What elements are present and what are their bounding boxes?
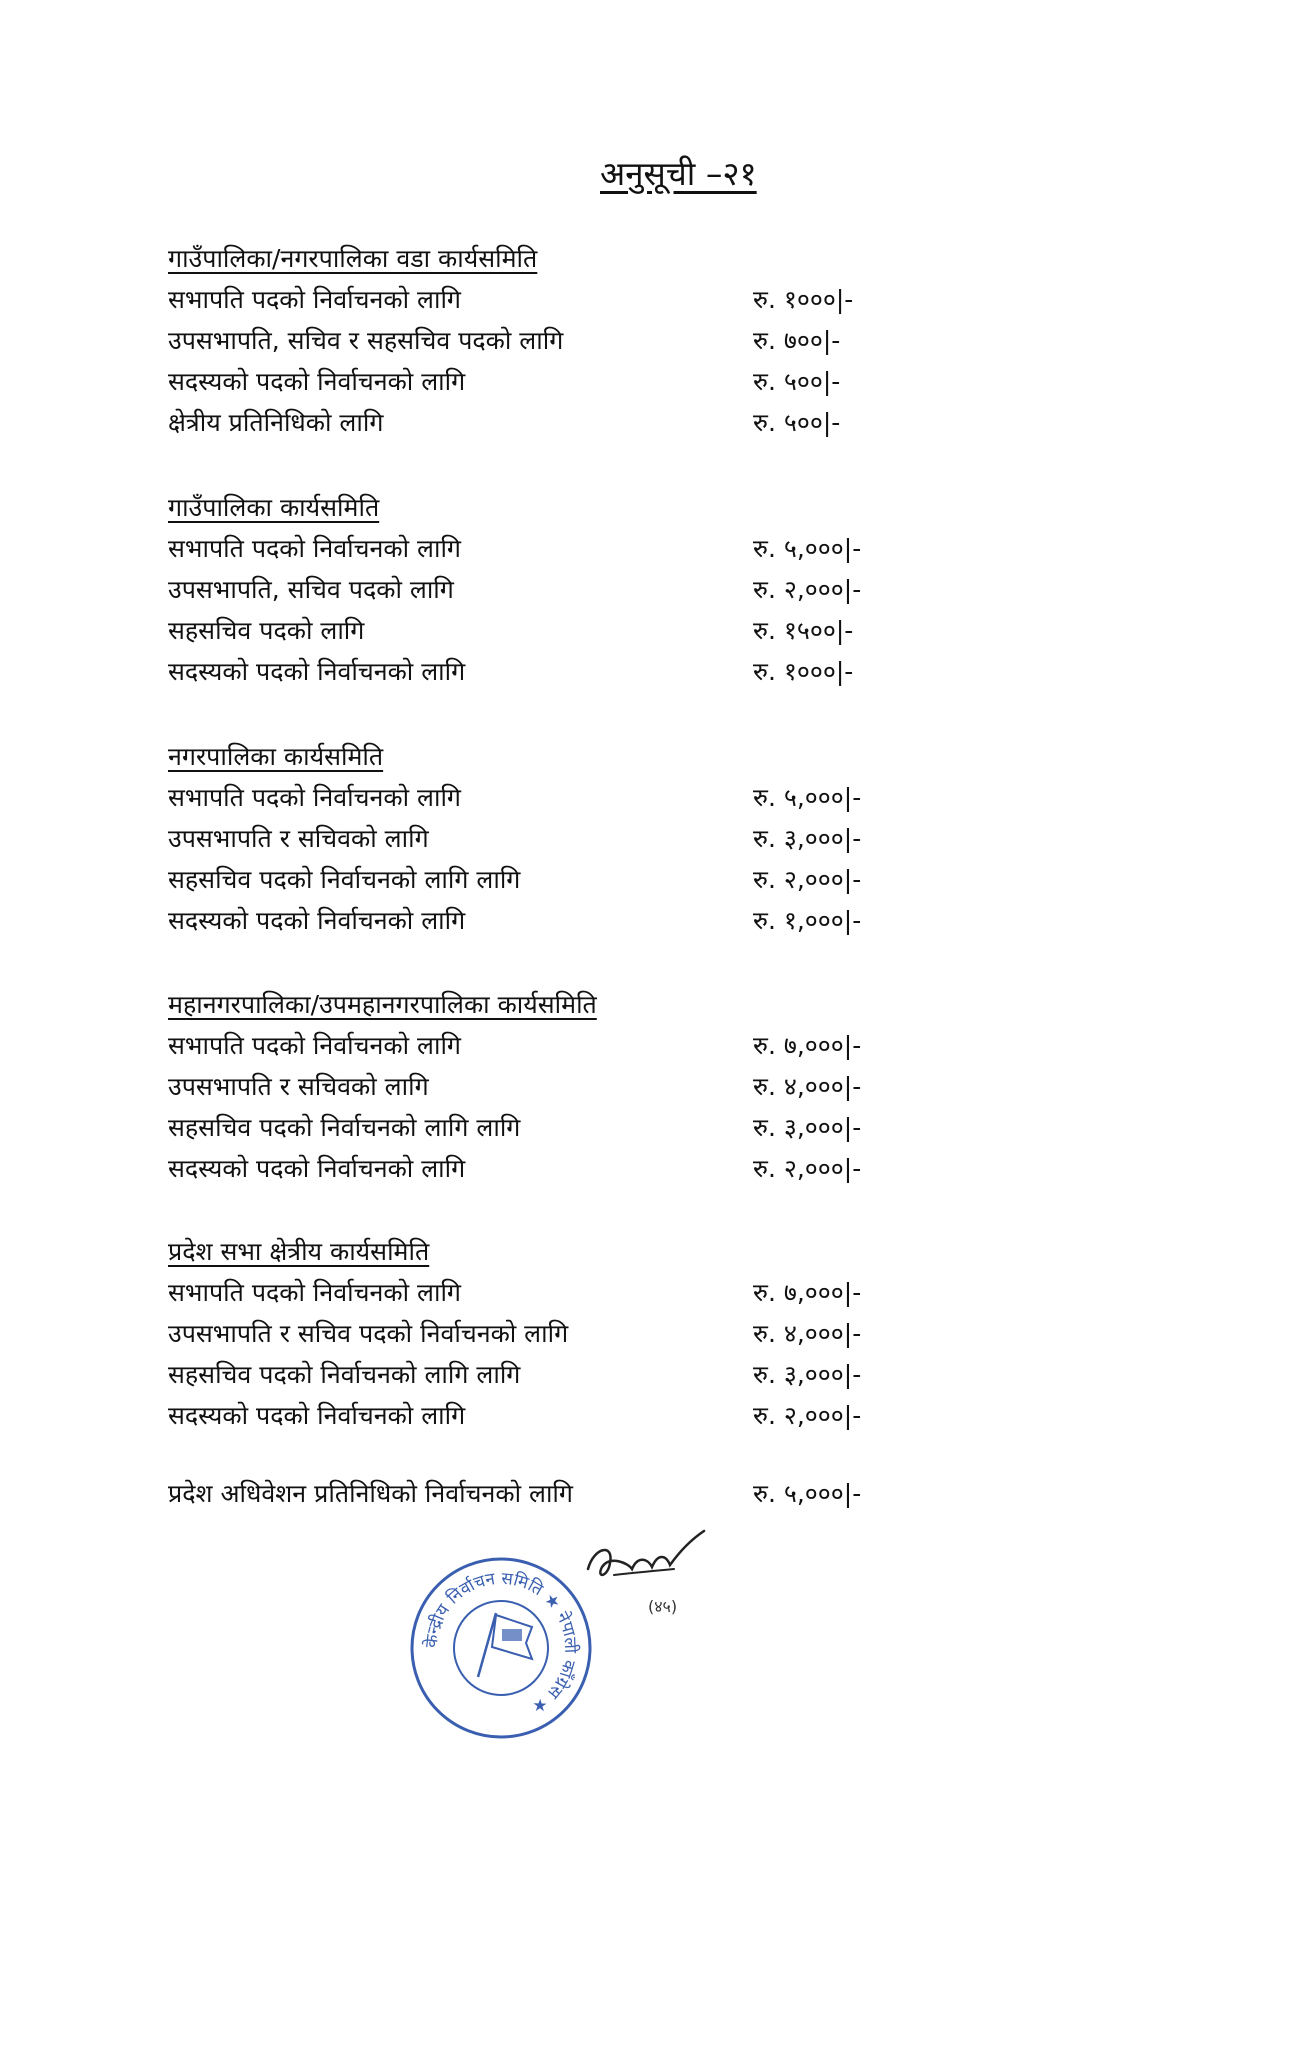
fee-amount: रु. ७,०००|- xyxy=(753,1278,862,1307)
fee-row xyxy=(168,859,888,900)
section-heading: प्रदेश सभा क्षेत्रीय कार्यसमिति xyxy=(168,1237,430,1266)
fee-amount: रु. २,०००|- xyxy=(753,575,862,604)
fee-label: सदस्यको पदको निर्वाचनको लागि xyxy=(168,906,466,935)
fee-label: सहसचिव पदको निर्वाचनको लागि लागि xyxy=(168,865,521,894)
fee-amount: रु. २,०००|- xyxy=(753,1154,862,1183)
fee-label: सभापति पदको निर्वाचनको लागि xyxy=(168,783,461,812)
fee-label: सभापति पदको निर्वाचनको लागि xyxy=(168,1031,461,1060)
fee-amount: रु. ४,०००|- xyxy=(753,1072,862,1101)
fee-label: उपसभापति र सचिवको लागि xyxy=(168,1072,429,1101)
fee-label: उपसभापति, सचिव पदको लागि xyxy=(168,575,454,604)
fee-row xyxy=(168,777,888,818)
fee-amount: रु. २,०००|- xyxy=(753,1401,862,1430)
fee-row xyxy=(168,610,888,651)
fee-amount: रु. ३,०००|- xyxy=(753,1360,862,1389)
fee-row xyxy=(168,279,888,320)
fee-row xyxy=(168,1272,888,1313)
fee-row xyxy=(168,1313,888,1354)
flag-icon xyxy=(478,1613,532,1677)
fee-row xyxy=(168,900,888,941)
fee-row xyxy=(168,1148,888,1189)
fee-row xyxy=(168,402,888,443)
fee-amount: रु. ५,०००|- xyxy=(753,1479,862,1508)
fee-amount: रु. ७००|- xyxy=(753,326,841,355)
fee-amount: रु. १५००|- xyxy=(753,616,854,645)
page-number: (४५) xyxy=(648,1597,678,1616)
section-metropolitan-committee xyxy=(168,984,888,1189)
fee-label: क्षेत्रीय प्रतिनिधिको लागि xyxy=(168,408,384,437)
section-municipality-committee xyxy=(168,736,888,941)
section-heading: गाउँपालिका/नगरपालिका वडा कार्यसमिति xyxy=(168,244,538,273)
fee-amount: रु. ४,०००|- xyxy=(753,1319,862,1348)
fee-row xyxy=(168,651,888,692)
fee-row xyxy=(168,528,888,569)
fee-label: सभापति पदको निर्वाचनको लागि xyxy=(168,285,461,314)
fee-row xyxy=(168,818,888,859)
fee-amount: रु. ५,०००|- xyxy=(753,783,862,812)
fee-row xyxy=(168,320,888,361)
fee-label: उपसभापति र सचिव पदको निर्वाचनको लागि xyxy=(168,1319,569,1348)
fee-label: प्रदेश अधिवेशन प्रतिनिधिको निर्वाचनको लागि xyxy=(168,1479,573,1508)
fee-label: सदस्यको पदको निर्वाचनको लागि xyxy=(168,1154,466,1183)
fee-amount: रु. ५००|- xyxy=(753,408,841,437)
fee-row xyxy=(168,361,888,402)
fee-amount: रु. २,०००|- xyxy=(753,865,862,894)
signature xyxy=(580,1525,710,1595)
section-heading: गाउँपालिका कार्यसमिति xyxy=(168,493,380,522)
fee-label: सभापति पदको निर्वाचनको लागि xyxy=(168,1278,461,1307)
fee-amount: रु. ३,०००|- xyxy=(753,1113,862,1142)
fee-label: सदस्यको पदको निर्वाचनको लागि xyxy=(168,1401,466,1430)
fee-row xyxy=(168,1395,888,1436)
section-ward-committee xyxy=(168,238,888,443)
footer xyxy=(0,1525,1303,1765)
fee-amount: रु. १,०००|- xyxy=(753,906,862,935)
fee-row xyxy=(168,1066,888,1107)
fee-amount: रु. ५००|- xyxy=(753,367,841,396)
fee-label: उपसभापति र सचिवको लागि xyxy=(168,824,429,853)
document-title: अनुसूची –२१ xyxy=(600,154,757,193)
fee-amount: रु. ७,०००|- xyxy=(753,1031,862,1060)
fee-label: सभापति पदको निर्वाचनको लागि xyxy=(168,534,461,563)
section-heading: नगरपालिका कार्यसमिति xyxy=(168,742,384,771)
seal-text-path: केन्द्रीय निर्वाचन समिति ★ नेपाली काँग्रेस ★ xyxy=(421,1568,581,1718)
party-seal xyxy=(408,1555,594,1741)
fee-row xyxy=(168,1473,888,1514)
fee-row xyxy=(168,1354,888,1395)
fee-label: सहसचिव पदको निर्वाचनको लागि लागि xyxy=(168,1113,521,1142)
fee-row xyxy=(168,1107,888,1148)
fee-amount: रु. १०००|- xyxy=(753,285,854,314)
fee-label: सदस्यको पदको निर्वाचनको लागि xyxy=(168,657,466,686)
fee-label: सदस्यको पदको निर्वाचनको लागि xyxy=(168,367,466,396)
fee-row xyxy=(168,1025,888,1066)
fee-amount: रु. ५,०००|- xyxy=(753,534,862,563)
section-heading: महानगरपालिका/उपमहानगरपालिका कार्यसमिति xyxy=(168,990,597,1019)
fee-amount: रु. ३,०००|- xyxy=(753,824,862,853)
standalone-fee-row xyxy=(168,1473,888,1514)
fee-amount: रु. १०००|- xyxy=(753,657,854,686)
fee-label: सहसचिव पदको निर्वाचनको लागि लागि xyxy=(168,1360,521,1389)
fee-row xyxy=(168,569,888,610)
seal-inner-ring xyxy=(454,1601,548,1695)
section-province-constituency-committee xyxy=(168,1231,888,1436)
fee-label: उपसभापति, सचिव र सहसचिव पदको लागि xyxy=(168,326,564,355)
section-rural-municipality-committee xyxy=(168,487,888,692)
fee-label: सहसचिव पदको लागि xyxy=(168,616,365,645)
